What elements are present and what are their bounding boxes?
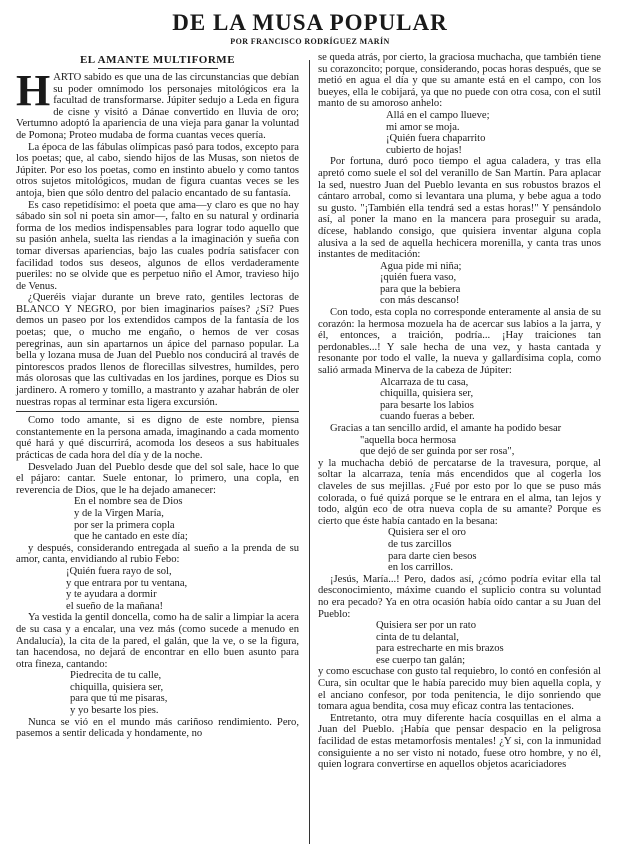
paragraph: Entretanto, otra muy diferente hacía cosquillas en el alma a Juan del Pueblo. ¡Había que pensar despacio en la peligrosa facilidad de estas metamorfosis mentales! ¿Y si, con la inmunidad consiguiente a no ser visto ni notado, fuese otro hombre, y no él, quien lograra convertirse en aquellos objetos acariciadores [318, 712, 601, 771]
left-column [16, 52, 299, 740]
paragraph: Ya vestida la gentil doncella, como ha de salir a limpiar la acera de su casa y a encalar, una vez más (como sucede a menudo en Andalucía), la cita de la pared, el galán, que la ve, o se la figura, tan hacendosa, no dejará de encontrar en ello buen asunto para otra fineza, cantando: [16, 612, 299, 670]
drop-cap: H [16, 66, 51, 115]
paragraph: Nunca se vió en el mundo más cariñoso rendimiento. Pero, pasemos a sentir delicada y hondamente, no [16, 716, 299, 740]
verse: Alcarraza de tu casa, chiquilla, quisiera ser, para besarte los labios cuando fueras a beber. [380, 376, 475, 423]
paragraph-text: ARTO sabido es que una de las circunstancias que debían su poder omnímodo los personajes mitológicos era la facultad de transformarse. Júpiter sedujo a Leda en figura de cisne y visitó a Dánae convertido en lluvia de oro; Vertumno adoptó la apariencia de una vieja para ganar la voluntad de Pomona; Proteo mudaba de forma cuantas veces quería. [16, 72, 299, 141]
paragraph: se queda atrás, por cierto, la graciosa muchacha, que también tiene su corazoncito; porque, considerando, pocas horas después, que se metió en agua el día y que su amante está en el campo, con los bueyes, ella le cobijará, ya que no puede con otra cosa, con el sutil manto de su amoroso anhelo: [318, 52, 601, 110]
verse: Allá en el campo llueve; mi amor se moja. ¡Quién fuera chaparrito cubierto de hojas! [386, 109, 490, 156]
paragraph: Gracias a tan sencillo ardid, el amante ha podido besar [330, 423, 562, 434]
byline: POR FRANCISCO RODRÍGUEZ MARÍN [230, 37, 390, 46]
newspaper-page [12, 8, 608, 844]
paragraph: La época de las fábulas olímpicas pasó para todos, excepto para los poetas; que, al cabo, siendo hijos de las Musas, son nietos de Júpiter. Por eso los poetas, como en instinto abuelo y como tantos otros sujetos mitológicos, mudan de figura cuantas veces se les antoja, bien que sólo dentro del palacio encantado de su fantasía. [16, 141, 299, 199]
paragraph: Es caso repetidísimo: el poeta que ama—y claro es que no hay sábado sin sol ni poeta sin amor—, falto en su natural y ordinaria forma de los medios indispensables para lograr todo aquello que su pasión anhela, suelta las riendas a la imaginación y sueña con tomar diversas apariencias, bajo las cuales podría satisfacer con facilidad todos sus deseos, algunos de ellos verdaderamente pueriles: no se olvide que es perpetuo niño el Amor, travieso hijo de Venus. [16, 199, 299, 292]
verse: Agua pide mi niña; ¡quién fuera vaso, para que la bebiera con más descanso! [380, 260, 462, 307]
right-column [318, 52, 601, 771]
masthead [12, 10, 608, 46]
paragraph: y la muchacha debió de percatarse de la travesura, porque, al soltar la alcarraza, tenía más encendidos que al cogerla los claveles de sus mejillas. ¿Fué por esto por lo que se puso más colorada, o fué quizá porque se le entrara en el alma, tan lejos y todo, algún eco de otra nueva copla de su amante? Porque es cierto que éste había cantado en la besana: [318, 457, 601, 527]
paragraph: ¿Queréis viajar durante un breve rato, gentiles lectoras de BLANCO Y NEGRO, por bien imaginarios países? ¿Sí? Pues demos un paseo por los extendidos campos de la fantasía de los poetas; que, o mucho me engaño, o hemos de ver cosas peregrinas, aun sin apartarnos un ápice del parnaso popular. La bella y lozana musa de Juan del Pueblo nos conducirá al través de pintorescos prados llenos de florecillas silvestres, humildes, pero más olorosas que las cultivadas en los jardines, porque es Dios su jardinero. A romero y tomillo, a mastranto y azahar habrán de oler nuestras ropas al terminar esta ligera excursión. [16, 292, 299, 408]
column-divider [309, 60, 310, 844]
verse: Quisiera ser el oro de tus zarcillos para darte cien besos en los carrillos. [388, 527, 477, 574]
paragraph: Desvelado Juan del Pueblo desde que del sol sale, hace lo que el pájaro: cantar. Suele entonar, lo primero, una copla, en reverencia de Dios, que le ha dejado amanecer: [16, 461, 299, 496]
section-title: EL AMANTE MULTIFORME [79, 54, 236, 66]
verse: Quisiera ser por un rato cinta de tu delantal, para estrecharte en mis brazos ese cuerpo tan galán; [376, 620, 504, 666]
paragraph: Por fortuna, duró poco tiempo el agua caladera, y tras ella apretó como suele el sol del veranillo de San Martín. Para aplacar la sed, nuestro Juan del Pueblo levanta en sus robustos brazos el cántaro arrobal, como si levantara una pluma, y bebe agua a todo su gusto. "¡También ella tendrá sed a estas horas!" Y pensándolo así, al poner la mano en la mancera para proseguir su arada, dícese, hablando consigo, que quisiera inventar alguna copla alusiva a la sed de aquella hechicera morenilla, y canta tras unos instantes de meditación: [318, 156, 601, 261]
section-rule [98, 68, 218, 69]
paragraph: ¡Jesús, María...! Pero, dados así, ¿cómo podría evitar ella tal desconocimiento, máxime cuando el suplicio contra su voluntad no era pecado? Ya en otra ocasión había oído cantar a su Juan del Pueblo: [318, 573, 601, 620]
paragraph: Con todo, esta copla no corresponde enteramente al ansia de su corazón: la hermosa mozuela ha de acercar sus labios a la jarra, y él, entonces, a traición, podría... ¡Hay traiciones tan perdonables...! Y sale hecha de una vez, y hasta cantada y resonante por todo el valle, la nueva y gallardísima copla, como salió armada Minerva de la cabeza de Júpiter: [318, 307, 601, 377]
verse: Piedrecita de tu calle, chiquilla, quisiera ser, para que tú me pisaras, y yo besarte los pies. [70, 670, 168, 717]
column-rule [16, 411, 299, 412]
verse: En el nombre sea de Dios y de la Virgen María, por ser la primera copla que he cantado en este día; [74, 496, 188, 543]
paragraph: Como todo amante, si es digno de este nombre, piensa constantemente en la persona amada, imaginando a cada momento qué hará y qué discurrirá, acomoda los deseos a sus habituales prácticas de cada hora del día y de la noche. [16, 415, 299, 461]
verse: "aquella boca hermosa que dejó de ser guinda por ser rosa", [360, 434, 515, 458]
opening-paragraph [16, 66, 299, 142]
article-columns [12, 52, 608, 844]
page-title: DE LA MUSA POPULAR [172, 10, 448, 35]
verse: ¡Quién fuera rayo de sol, y que entrara por tu ventana, y te ayudara a dormir el sueño de la mañana! [66, 565, 188, 612]
paragraph: y como escuchase con gusto tal requiebro, lo contó en confesión al Cura, sin ocultar que le había parecido muy bien aquella copla, y el anciano confesor, por toda penitencia, le dijo sonriendo que tomara agua bendita, cosa muy eficaz contra las tentaciones. [318, 666, 602, 713]
paragraph: y después, considerando entregada al sueño a la prenda de su amor, canta, envidiando al rubio Febo: [16, 542, 299, 566]
